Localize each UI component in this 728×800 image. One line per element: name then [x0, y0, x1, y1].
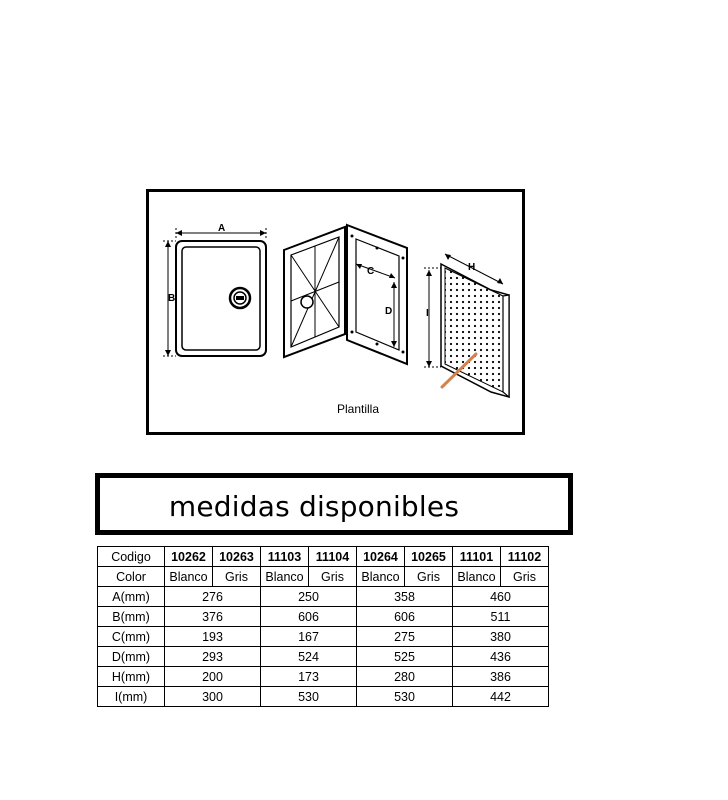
row-label: B(mm)	[98, 607, 165, 627]
code-cell: 10263	[213, 547, 261, 567]
value-cell: 376	[165, 607, 261, 627]
code-cell: 11103	[261, 547, 309, 567]
drawing-caption: Plantilla	[337, 402, 380, 416]
row-label: I(mm)	[98, 687, 165, 707]
value-cell: 200	[165, 667, 261, 687]
value-cell: 525	[357, 647, 453, 667]
value-cell: 167	[261, 627, 357, 647]
value-cell: 358	[357, 587, 453, 607]
color-cell: Blanco	[453, 567, 501, 587]
page-heading: medidas disponibles	[168, 490, 460, 523]
color-cell: Blanco	[261, 567, 309, 587]
open-hatch-icon	[284, 225, 407, 364]
color-cell: Blanco	[165, 567, 213, 587]
value-cell: 436	[453, 647, 549, 667]
table-row	[98, 607, 549, 627]
value-cell: 173	[261, 667, 357, 687]
value-cell: 606	[261, 607, 357, 627]
table-row	[98, 687, 549, 707]
value-cell: 524	[261, 647, 357, 667]
table-row	[98, 667, 549, 687]
table-row-codes	[98, 547, 549, 567]
value-cell: 276	[165, 587, 261, 607]
value-cell: 460	[453, 587, 549, 607]
row-label: A(mm)	[98, 587, 165, 607]
value-cell: 380	[453, 627, 549, 647]
row-label: C(mm)	[98, 627, 165, 647]
value-cell: 300	[165, 687, 261, 707]
heading-banner	[95, 473, 573, 535]
value-cell: 250	[261, 587, 357, 607]
value-cell: 293	[165, 647, 261, 667]
color-cell: Blanco	[357, 567, 405, 587]
color-cell: Gris	[405, 567, 453, 587]
dimension-label-h: H	[468, 262, 476, 273]
code-cell: 10264	[357, 547, 405, 567]
value-cell: 193	[165, 627, 261, 647]
value-cell: 530	[261, 687, 357, 707]
value-cell: 280	[357, 667, 453, 687]
code-cell: 11101	[453, 547, 501, 567]
dimensions-table	[97, 546, 549, 707]
table-row	[98, 627, 549, 647]
table-row-colors	[98, 567, 549, 587]
code-cell: 10265	[405, 547, 453, 567]
technical-drawing	[146, 189, 525, 435]
dimension-label-b: B	[168, 293, 176, 304]
code-header: Codigo	[98, 547, 165, 567]
dimension-label-c: C	[367, 266, 375, 277]
table-row	[98, 587, 549, 607]
dimension-label-i: I	[426, 308, 429, 319]
value-cell: 275	[357, 627, 453, 647]
color-header: Color	[98, 567, 165, 587]
closed-hatch-icon	[176, 241, 266, 356]
dimension-label-d: D	[385, 306, 393, 317]
value-cell: 442	[453, 687, 549, 707]
value-cell: 511	[453, 607, 549, 627]
code-cell: 11102	[501, 547, 549, 567]
dimension-label-a: A	[218, 223, 226, 234]
value-cell: 530	[357, 687, 453, 707]
color-cell: Gris	[501, 567, 549, 587]
color-cell: Gris	[213, 567, 261, 587]
row-label: H(mm)	[98, 667, 165, 687]
row-label: D(mm)	[98, 647, 165, 667]
code-cell: 11104	[309, 547, 357, 567]
code-cell: 10262	[165, 547, 213, 567]
value-cell: 606	[357, 607, 453, 627]
value-cell: 386	[453, 667, 549, 687]
hatch-drawing-svg	[149, 192, 522, 432]
color-cell: Gris	[309, 567, 357, 587]
table-row	[98, 647, 549, 667]
